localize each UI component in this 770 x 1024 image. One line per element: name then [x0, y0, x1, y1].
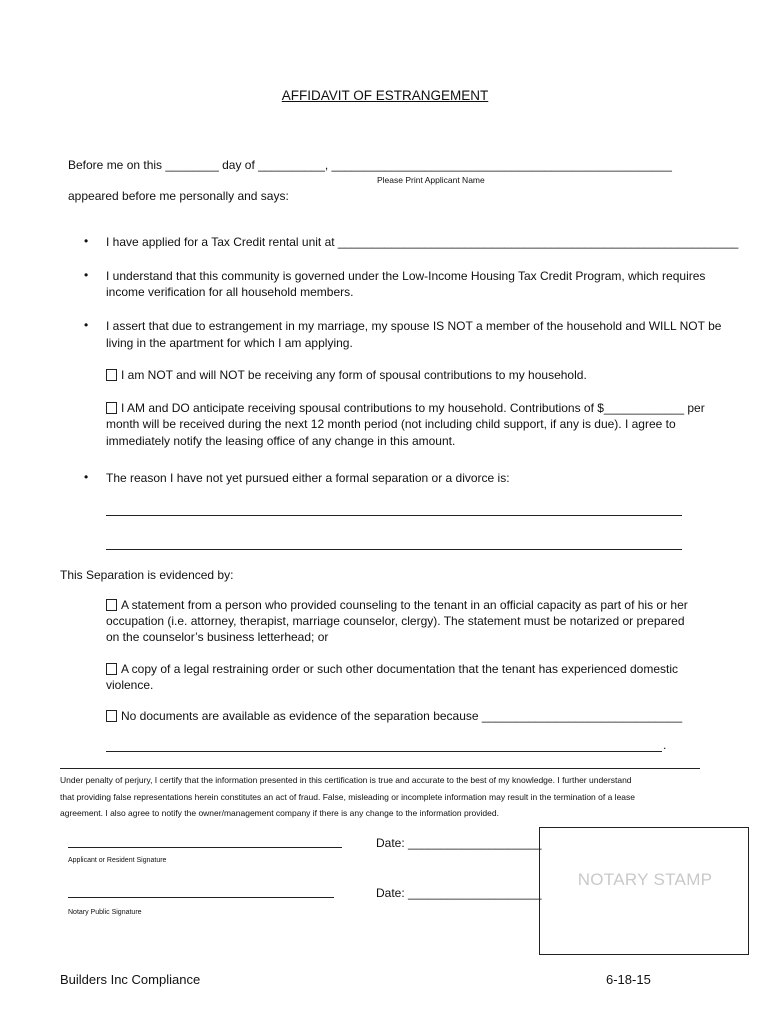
bullet-marker: • — [84, 470, 89, 484]
no-documents-line[interactable] — [106, 751, 662, 752]
bullet-tax-credit-unit: I have applied for a Tax Credit rental unit at ____________________________________________________________ — [106, 235, 739, 249]
statement-label-l2: occupation (i.e. attorney, therapist, marriage counselor, clergy). The statement must be notarized or prepared — [106, 614, 685, 628]
bullet-reason: The reason I have not yet pursued either a formal separation or a divorce is: — [106, 471, 510, 485]
restraining-order-checkbox[interactable] — [106, 663, 117, 675]
evidence-heading: This Separation is evidenced by: — [60, 568, 234, 582]
intro-appeared-line: appeared before me personally and says: — [68, 189, 289, 203]
contributions-label-l2: month will be received during the next 12 month period (not including child support, if any is due). I agree to — [106, 417, 676, 431]
bullet-lihtc-program-l1: I understand that this community is governed under the Low-Income Housing Tax Credit Program, which requires — [106, 269, 706, 283]
bullet-estrangement-l1: I assert that due to estrangement in my marriage, my spouse IS NOT a member of the household and WILL NOT be — [106, 319, 722, 333]
bullet-estrangement-l2: living in the apartment for which I am applying. — [106, 336, 353, 350]
notary-stamp-box — [539, 827, 749, 955]
certification-divider — [60, 768, 700, 769]
evidence-option-statement — [106, 597, 688, 614]
no-documents-label: No documents are available as evidence of the separation because ______________________________ — [121, 709, 683, 723]
restraining-order-label-l2: violence. — [106, 678, 154, 692]
applicant-signature-caption: Applicant or Resident Signature — [68, 857, 167, 864]
reason-line-1[interactable] — [106, 515, 682, 516]
applicant-date-field[interactable]: Date: ____________________ — [376, 836, 542, 850]
notary-signature-line[interactable] — [68, 897, 334, 898]
applicant-name-caption: Please Print Applicant Name — [377, 175, 485, 185]
statement-label-l3: on the counselor’s business letterhead; or — [106, 630, 329, 644]
notary-date-field[interactable]: Date: ____________________ — [376, 886, 542, 900]
contributions-label-l3: immediately notify the leasing office of any change in this amount. — [106, 434, 456, 448]
statement-label-l1: A statement from a person who provided counseling to the tenant in an official capacity as part of his or her — [121, 598, 688, 612]
footer-company: Builders Inc Compliance — [60, 972, 201, 987]
statement-checkbox[interactable] — [106, 599, 117, 611]
footer-date: 6-18-15 — [606, 972, 651, 987]
no-contributions-checkbox[interactable] — [106, 369, 117, 381]
no-contributions-label: I am NOT and will NOT be receiving any form of spousal contributions to my household. — [121, 368, 587, 382]
document-title: AFFIDAVIT OF ESTRANGEMENT — [281, 88, 489, 103]
restraining-order-label-l1: A copy of a legal restraining order or such other documentation that the tenant has experienced domestic — [121, 662, 679, 676]
bullet-marker: • — [84, 268, 89, 282]
no-documents-checkbox[interactable] — [106, 710, 117, 722]
notary-signature-caption: Notary Public Signature — [68, 909, 142, 916]
applicant-signature-line[interactable] — [68, 847, 342, 848]
reason-line-2[interactable] — [106, 549, 682, 550]
intro-date-line: Before me on this ________ day of __________, ___________________________________________________ — [68, 158, 672, 172]
contributions-label-l1: I AM and DO anticipate receiving spousal contributions to my household. Contributions of $____________ per — [121, 401, 705, 415]
evidence-option-no-documents — [106, 708, 682, 725]
no-documents-period: . — [663, 738, 667, 752]
option-contributions — [106, 400, 705, 417]
bullet-marker: • — [84, 234, 89, 248]
option-no-contributions — [106, 367, 587, 384]
notary-stamp-placeholder: NOTARY STAMP — [577, 870, 713, 889]
contributions-checkbox[interactable] — [106, 402, 117, 414]
bullet-marker: • — [84, 318, 89, 332]
bullet-lihtc-program-l2: income verification for all household members. — [106, 285, 354, 299]
certification-l1: Under penalty of perjury, I certify that the information presented in this certification is true and accurate to the best of my knowledge. I further understand — [60, 775, 632, 785]
certification-l2: that providing false representations herein constitutes an act of fraud. False, misleading or incomplete information may result in the termination of a lease — [60, 792, 635, 802]
evidence-option-restraining-order — [106, 661, 678, 678]
certification-l3: agreement. I also agree to notify the owner/management company if there is any change to the information provided. — [60, 808, 499, 818]
